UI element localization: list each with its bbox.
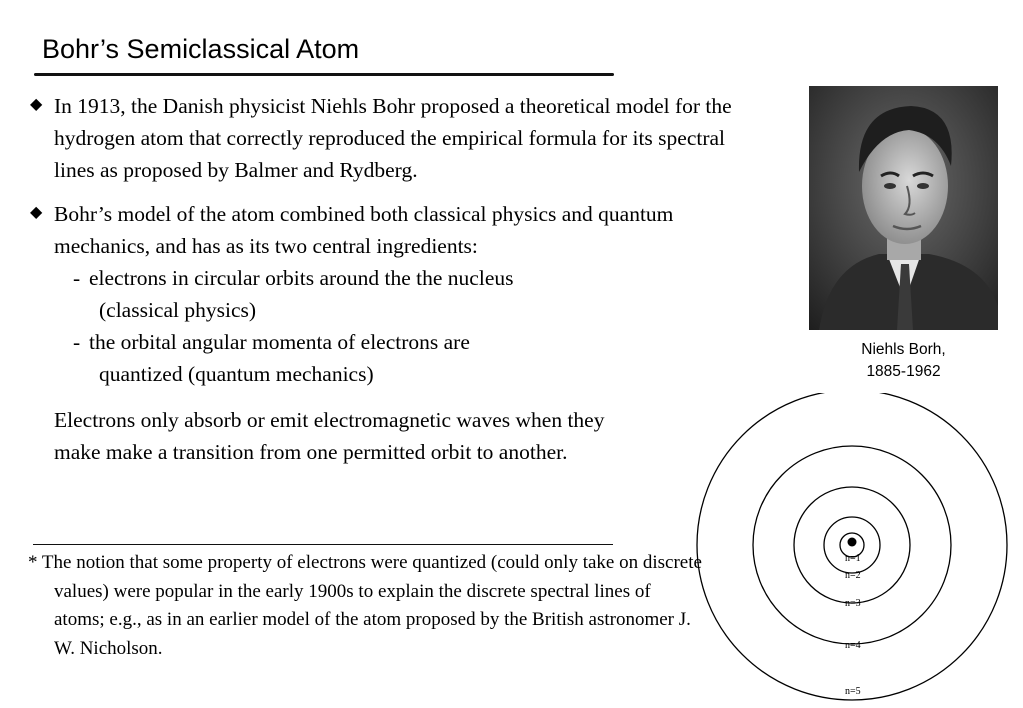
orbit-label-n1: n=1 xyxy=(845,553,861,564)
sub-item-2 xyxy=(28,326,758,390)
slide-title: Bohr’s Semiclassical Atom xyxy=(42,34,360,64)
footnote: * The notion that some property of electrons were quantized (could only take on discrete values) were popular in the early 1900s to explain the discrete spectral lines of atoms; e.g., as in an earlier model of the atom proposed by the British astronomer J. W. Nicholson. xyxy=(28,552,702,659)
diamond-bullet-icon: ◆ xyxy=(30,204,43,221)
bohr-orbit-diagram xyxy=(690,393,1020,708)
orbit-label-n3: n=3 xyxy=(845,598,861,609)
caption-years: 1885-1962 xyxy=(866,363,941,380)
dash-marker: - xyxy=(73,266,81,290)
sub-item-2-line1: the orbital angular momenta of electrons are xyxy=(89,330,470,354)
sub-item-2-line2: quantized (quantum mechanics) xyxy=(99,362,374,386)
orbit-label-n5: n=5 xyxy=(845,686,861,697)
orbit-label-n2: n=2 xyxy=(845,570,861,581)
transition-paragraph: Electrons only absorb or emit electromagnetic waves when they make make a transition from one permitted orbit to another. xyxy=(54,408,605,464)
portrait-caption xyxy=(809,339,998,383)
title-underline xyxy=(34,73,614,76)
diamond-bullet-icon: ◆ xyxy=(30,96,43,113)
bullet-2-text: Bohr’s model of the atom combined both classical physics and quantum mechanics, and has as its two central ingredients: xyxy=(54,202,674,258)
footnote-divider xyxy=(33,544,613,545)
slide-body xyxy=(28,90,758,490)
bohr-portrait xyxy=(809,86,998,330)
sub-item-1-line1: electrons in circular orbits around the the nucleus xyxy=(89,266,514,290)
sub-item-1 xyxy=(28,262,758,326)
nucleus-icon xyxy=(848,538,857,547)
portrait-illustration xyxy=(809,86,998,330)
sub-item-1-line2: (classical physics) xyxy=(99,298,257,322)
bullet-1 xyxy=(28,90,758,186)
orbit-label-n4: n=4 xyxy=(845,640,861,651)
bullet-1-text: In 1913, the Danish physicist Niehls Bohr proposed a theoretical model for the hydrogen atom that correctly reproduced the empirical formula for its spectral lines as proposed by Balmer and Rydberg. xyxy=(54,94,732,182)
bullet-2 xyxy=(28,198,758,262)
dash-marker: - xyxy=(73,330,81,354)
caption-name: Niehls Borh, xyxy=(861,341,946,358)
